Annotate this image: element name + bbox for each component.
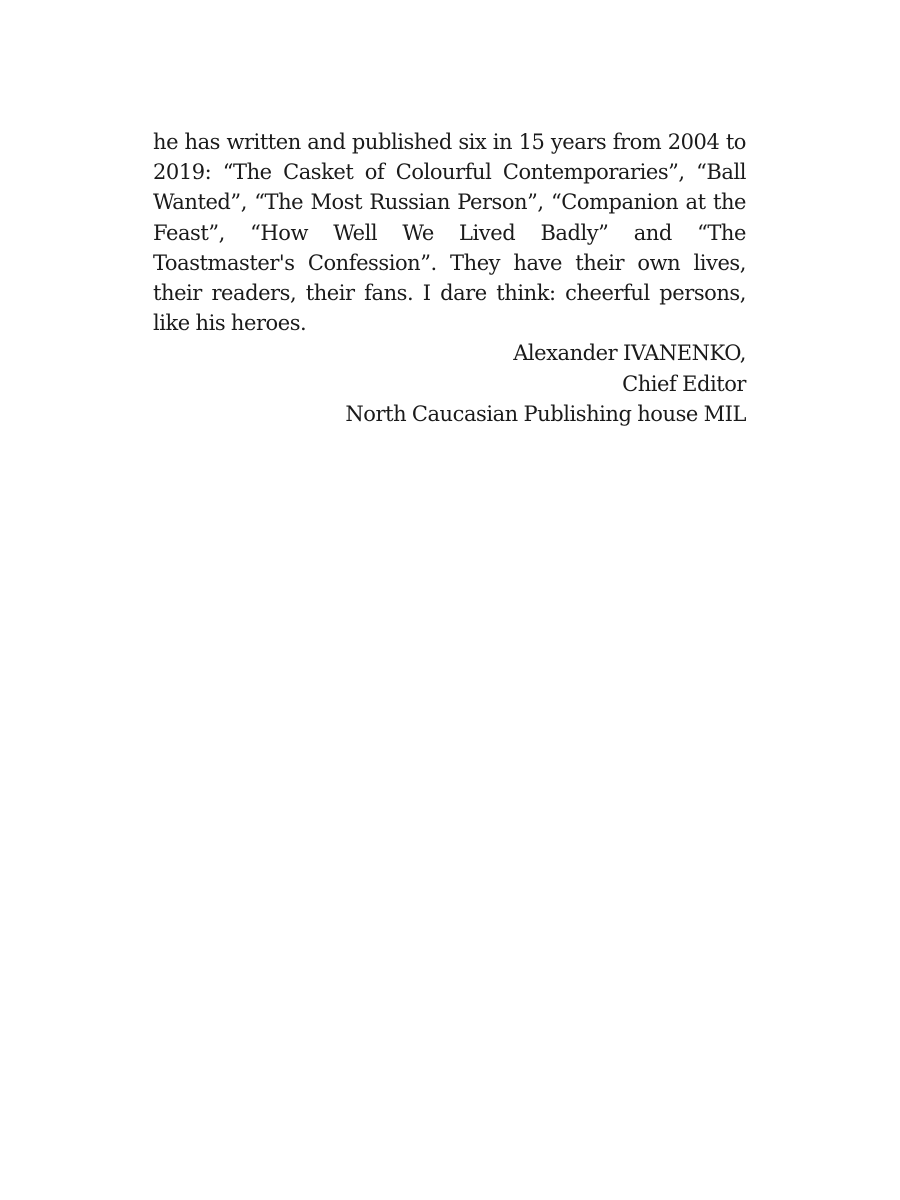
signature-title: Chief Editor [622, 371, 746, 396]
signature-block [153, 338, 746, 429]
signature-name: Alexander IVANENKO, [513, 341, 746, 366]
document-page [153, 127, 746, 429]
body-paragraph: he has written and published six in 15 years from 2004 to 2019: “The Casket of Colourful Contemporaries”, “Ball Wanted”, “The Most Russian Person”, “Companion at the Feast”, “How Well We Lived Badly” and “The Toastmaster's Confession”. They have their own lives, their readers, their fans. I dare think: cheerful persons, like his heroes. [153, 130, 746, 336]
signature-organization: North Caucasian Publishing house MIL [345, 401, 746, 426]
